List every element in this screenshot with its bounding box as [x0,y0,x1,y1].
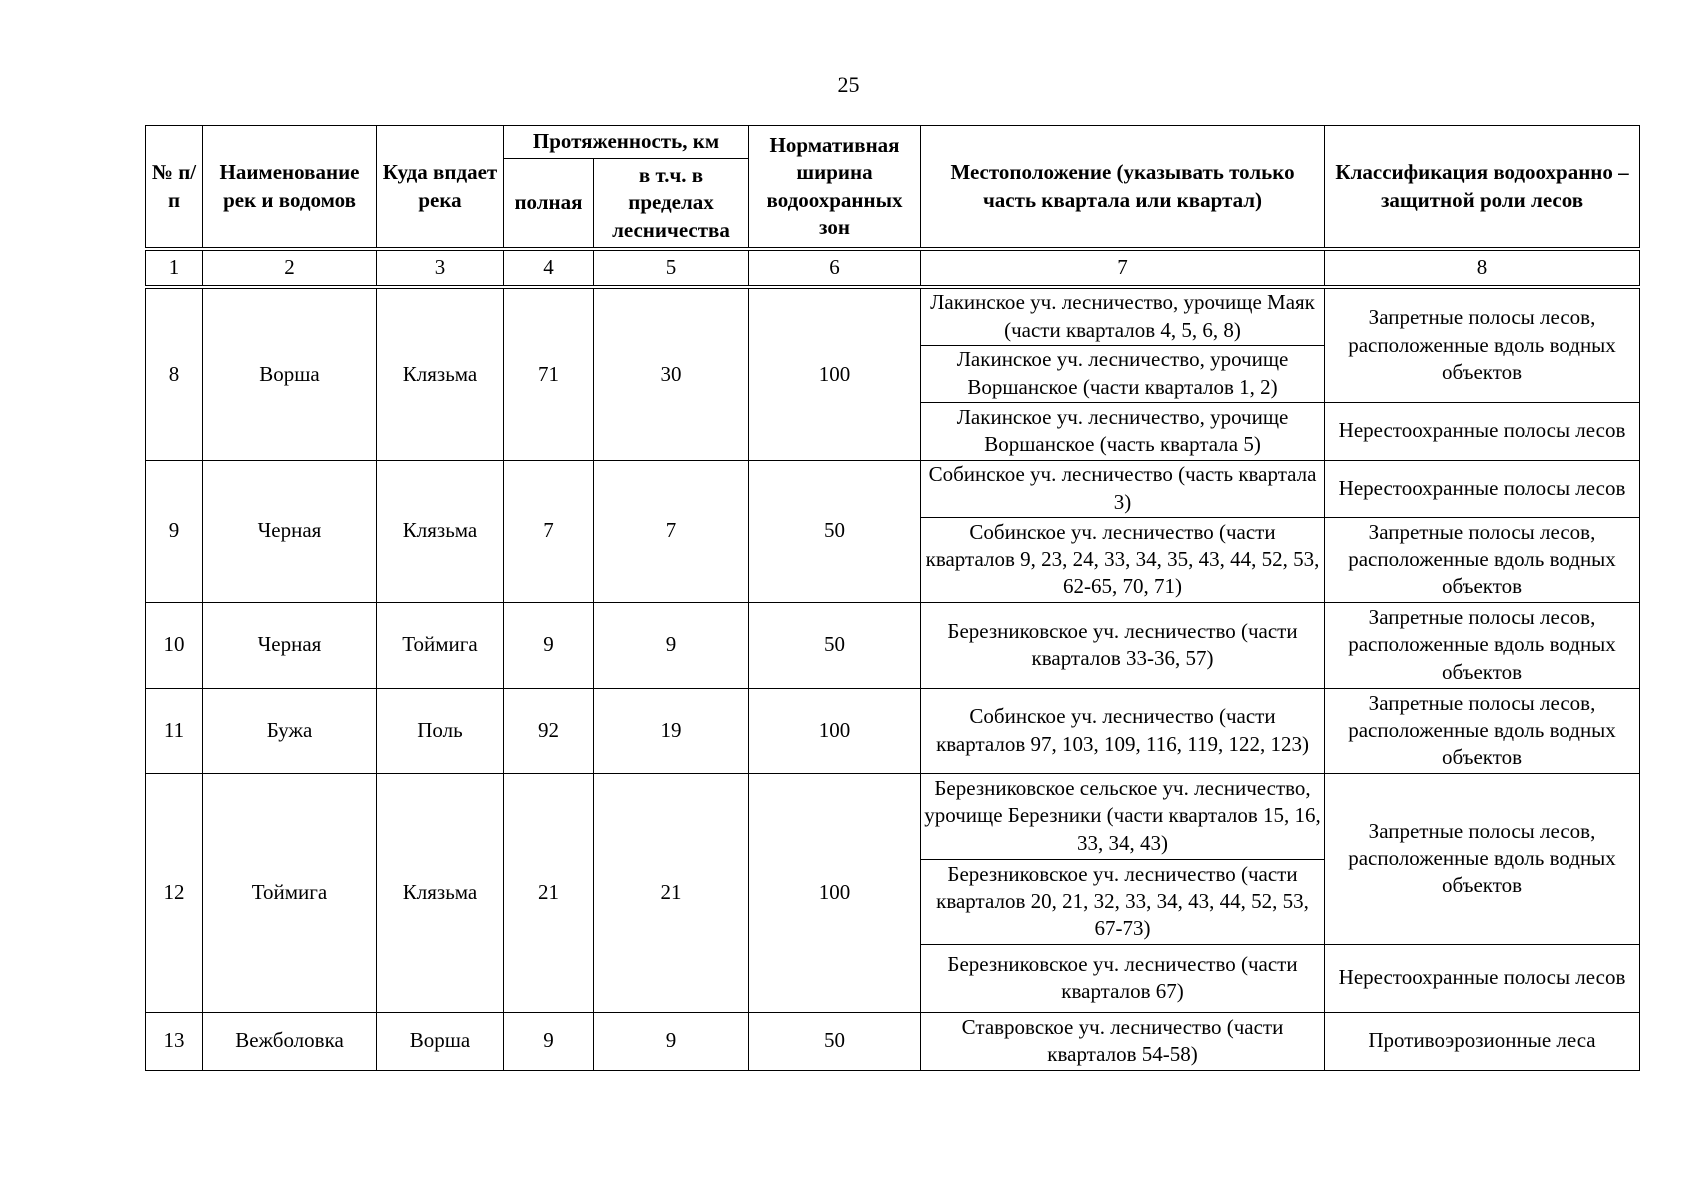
zone-width: 100 [749,773,921,1012]
length-within: 30 [594,287,749,460]
table-row [146,460,1640,517]
location-cell: Собинское уч. лесничество (части кварталов 9, 23, 24, 33, 34, 35, 43, 44, 52, 53, 62-65, 70, 71) [921,517,1325,602]
header-length-within: в т.ч. в пределах лесничества [594,159,749,250]
header-location: Местоположение (указывать только часть квартала или квартал) [921,126,1325,250]
page-number: 25 [837,72,860,97]
header-name: Наименование рек и водомов [203,126,377,250]
classification-cell: Запретные полосы лесов, расположенные вдоль водных объектов [1325,688,1640,773]
header-num: № п/п [146,126,203,250]
header-length-group: Протяженность, км [504,126,749,159]
row-num: 9 [146,460,203,602]
river-mouth: Тоймига [377,602,504,688]
classification-cell: Запретные полосы лесов, расположенные вдоль водных объектов [1325,287,1640,402]
column-number: 2 [203,249,377,287]
location-cell: Собинское уч. лесничество (части кварталов 97, 103, 109, 116, 119, 122, 123) [921,688,1325,773]
river-name: Черная [203,460,377,602]
river-mouth: Клязьма [377,287,504,460]
location-cell: Лакинское уч. лесничество, урочище Воршанское (части кварталов 1, 2) [921,345,1325,402]
column-number: 4 [504,249,594,287]
classification-cell: Нерестоохранные полосы лесов [1325,460,1640,517]
table-row [146,287,1640,345]
table-row [146,688,1640,773]
classification-cell: Нерестоохранные полосы лесов [1325,944,1640,1012]
table-row [146,602,1640,688]
river-name: Ворша [203,287,377,460]
column-number: 5 [594,249,749,287]
location-cell: Березниковское уч. лесничество (части кварталов 33-36, 57) [921,602,1325,688]
column-number: 6 [749,249,921,287]
location-cell: Ставровское уч. лесничество (части кварталов 54-58) [921,1012,1325,1070]
column-number-row [146,249,1640,287]
length-within: 9 [594,1012,749,1070]
length-full: 9 [504,1012,594,1070]
row-num: 10 [146,602,203,688]
classification-cell: Запретные полосы лесов, расположенные вдоль водных объектов [1325,602,1640,688]
header-classification: Классификация водоохранно – защитной роли лесов [1325,126,1640,250]
zone-width: 100 [749,688,921,773]
header-width: Нормативная ширина водоохранных зон [749,126,921,250]
river-mouth: Клязьма [377,460,504,602]
length-within: 19 [594,688,749,773]
header-length-full: полная [504,159,594,250]
classification-cell: Нерестоохранные полосы лесов [1325,402,1640,460]
location-cell: Березниковское уч. лесничество (части кварталов 67) [921,944,1325,1012]
column-number: 1 [146,249,203,287]
length-full: 9 [504,602,594,688]
table-row [146,1012,1640,1070]
classification-cell: Противоэрозионные леса [1325,1012,1640,1070]
length-full: 7 [504,460,594,602]
column-number: 7 [921,249,1325,287]
river-mouth: Поль [377,688,504,773]
length-within: 9 [594,602,749,688]
classification-cell: Запретные полосы лесов, расположенные вдоль водных объектов [1325,773,1640,944]
location-cell: Березниковское уч. лесничество (части кварталов 20, 21, 32, 33, 34, 43, 44, 52, 53, 67-73) [921,859,1325,944]
length-full: 92 [504,688,594,773]
location-cell: Собинское уч. лесничество (часть квартала 3) [921,460,1325,517]
length-full: 71 [504,287,594,460]
length-full: 21 [504,773,594,1012]
river-name: Тоймига [203,773,377,1012]
row-num: 11 [146,688,203,773]
river-mouth: Ворша [377,1012,504,1070]
classification-cell: Запретные полосы лесов, расположенные вдоль водных объектов [1325,517,1640,602]
location-cell: Березниковское сельское уч. лесничество, урочище Березники (части кварталов 15, 16, 33, 34, 43) [921,773,1325,859]
zone-width: 100 [749,287,921,460]
row-num: 12 [146,773,203,1012]
column-number: 3 [377,249,504,287]
river-name: Черная [203,602,377,688]
location-cell: Лакинское уч. лесничество, урочище Воршанское (часть квартала 5) [921,402,1325,460]
river-name: Вежболовка [203,1012,377,1070]
river-name: Бужа [203,688,377,773]
row-num: 8 [146,287,203,460]
river-mouth: Клязьма [377,773,504,1012]
rivers-table [145,125,1640,1071]
zone-width: 50 [749,602,921,688]
header-mouth: Куда впдает река [377,126,504,250]
row-num: 13 [146,1012,203,1070]
column-number: 8 [1325,249,1640,287]
length-within: 7 [594,460,749,602]
length-within: 21 [594,773,749,1012]
location-cell: Лакинское уч. лесничество, урочище Маяк (части кварталов 4, 5, 6, 8) [921,287,1325,345]
table-row [146,773,1640,859]
zone-width: 50 [749,460,921,602]
zone-width: 50 [749,1012,921,1070]
